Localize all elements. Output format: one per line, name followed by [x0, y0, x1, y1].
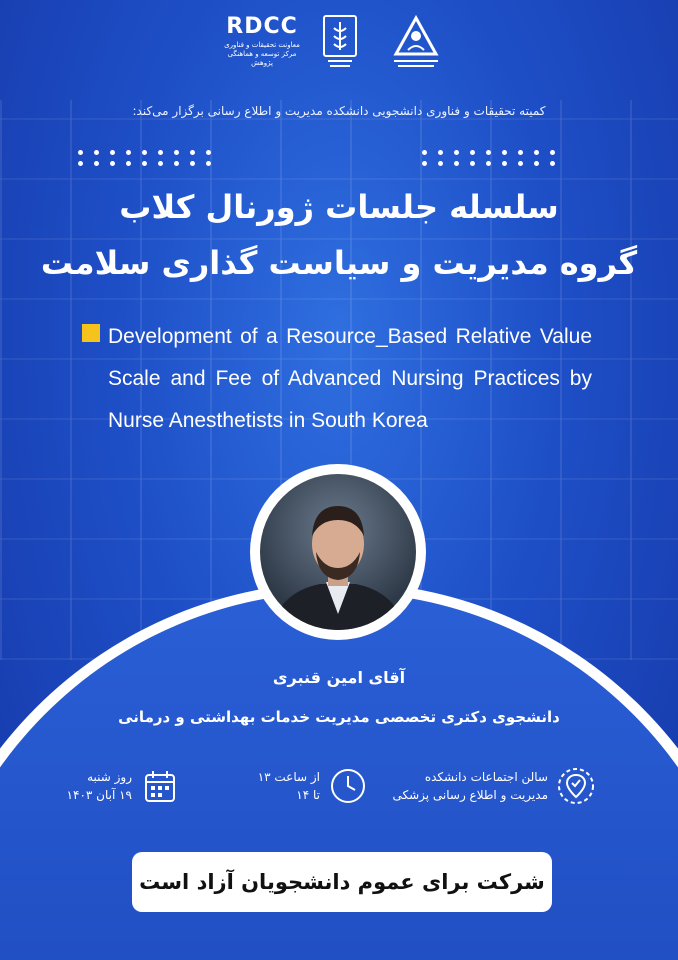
- rdcc-logo-mark: RDCC: [226, 14, 298, 39]
- decorative-dots-left: [78, 150, 222, 166]
- speaker-name: آقای امین قنبری: [272, 668, 406, 687]
- bullet-square-icon: [82, 324, 100, 342]
- location-line2: مدیریت و اطلاع رسانی پزشکی: [392, 788, 548, 802]
- location-line1: سالن اجتماعات دانشکده: [424, 770, 548, 784]
- date-line2: ۱۹ آبان ۱۴۰۳: [66, 788, 132, 802]
- location-pin-icon: [556, 766, 596, 806]
- time-line1: از ساعت ۱۳: [257, 770, 320, 784]
- speaker-photo-frame: [250, 464, 426, 640]
- free-entry-banner: شرکت برای عموم دانشجویان آزاد است: [132, 852, 552, 912]
- location-text: [392, 768, 548, 804]
- speaker-photo: [260, 474, 416, 630]
- rdcc-logo-subtitle-line1: معاونت تحقیقات و فناوری: [224, 41, 300, 49]
- date-line1: روز شنبه: [87, 770, 132, 784]
- speaker-role: دانشجوی دکتری تخصصی مدیریت خدمات بهداشتی و درمانی: [118, 708, 560, 726]
- event-subtitle: گروه مدیریت و سیاست گذاری سلامت: [40, 244, 638, 282]
- time-line2: تا ۱۴: [296, 788, 320, 802]
- calendar-icon: [140, 766, 180, 806]
- rdcc-logo-subtitle-line2: مرکز توسعه و هماهنگی پژوهش: [227, 50, 297, 67]
- time-text: [258, 768, 320, 804]
- rdcc-logo: [222, 14, 302, 84]
- university-emblem-icon: [318, 14, 362, 84]
- date-text: [67, 768, 132, 804]
- info-location: [392, 766, 596, 806]
- student-committee-logo-icon: [384, 14, 448, 84]
- organizer-text: کمیته تحقیقات و فناوری دانشجویی دانشکده مدیریت و اطلاع رسانی برگزار می‌کند:: [132, 104, 546, 118]
- decorative-dots-right: [422, 150, 566, 166]
- logo-bar: [0, 14, 678, 84]
- clock-icon: [328, 766, 368, 806]
- info-date: [67, 766, 180, 806]
- info-time: [258, 766, 368, 806]
- rdcc-logo-subtitle: [222, 41, 302, 68]
- paper-title: Development of a Resource_Based Relative Value Scale and Fee of Advanced Nursing Practices by Nurse Anesthetists in South Korea: [108, 325, 592, 432]
- event-title: سلسله جلسات ژورنال کلاب: [119, 188, 559, 226]
